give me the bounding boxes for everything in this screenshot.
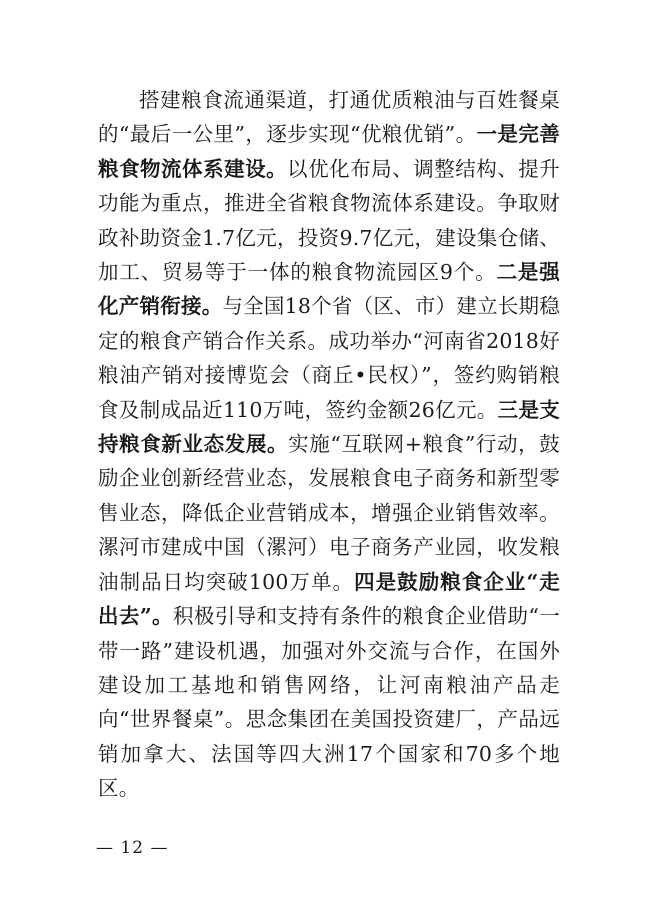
sentence-intro: 搭建粮食流通渠道，打通优质粮油与百姓餐桌的“最后一公里”，逐步实现“优粮优销”。: [98, 88, 560, 147]
page-number: — 12 —: [96, 838, 169, 858]
body-paragraph: [98, 83, 560, 806]
sentence-point-three: 实施“互联网+粮食”行动，鼓励企业创新经营业态，发展粮食电子商务和新型零售业态，降低企业营销成本，增强企业销售效率。漯河市建成中国（漯河）电子商务产业园，收发粮油制品日均突破100万单。: [98, 432, 560, 594]
sentence-point-two: 与全国18个省（区、市）建立长期稳定的粮食产销合作关系。成功举办“河南省2018好粮油产销对接博览会（商丘•民权）”，签约购销粮食及制成品近110万吨，签约金额26亿元。: [98, 294, 560, 422]
heading-point-four: 四是鼓励粮食企业“走出去”。: [98, 569, 560, 629]
heading-point-three: 三是支持粮食新业态发展。: [98, 397, 560, 457]
sentence-point-four: 积极引导和支持有条件的粮食企业借助“一带一路”建设机遇，加强对外交流与合作，在国外建设加工基地和销售网络，让河南粮油产品走向“世界餐桌”。思念集团在美国投资建厂，产品远销加拿大、法国等四大洲17个国家和70多个地区。: [98, 604, 561, 801]
heading-point-two: 二是强化产销衔接。: [98, 260, 561, 319]
heading-point-one: 一是完善粮食物流体系建设。: [98, 122, 560, 181]
sentence-point-one: 以优化布局、调整结构、提升功能为重点，推进全省粮食物流体系建设。争取财政补助资金1.7亿元，投资9.7亿元，建设集仓储、加工、贸易等于一体的粮食物流园区9个。: [98, 156, 560, 285]
